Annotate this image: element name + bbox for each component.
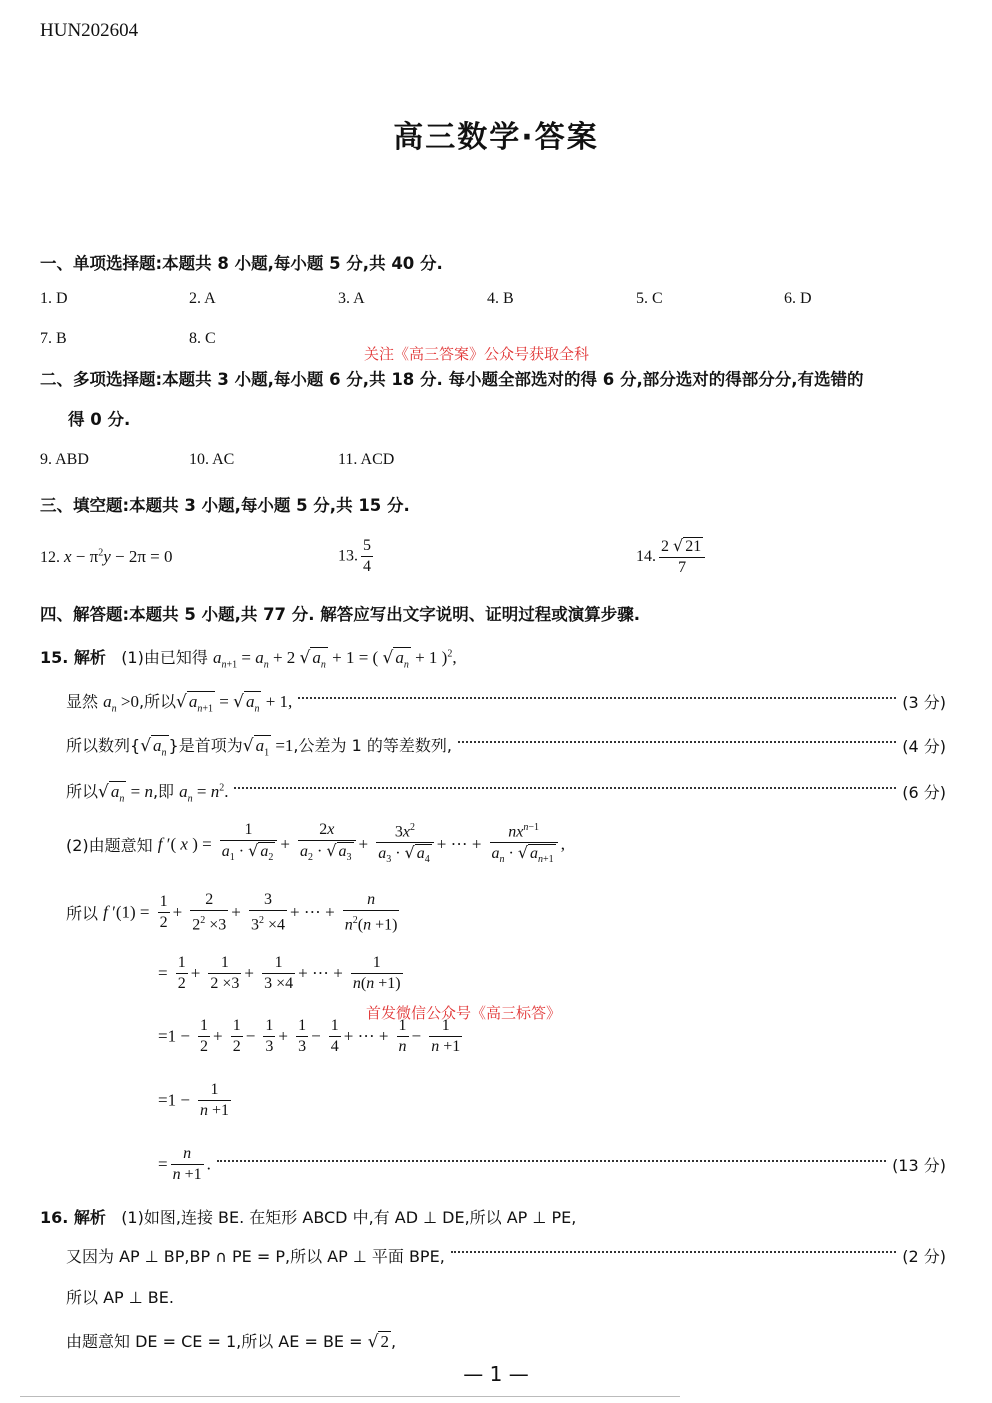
- q15-line3-a: 所以数列{: [66, 736, 141, 755]
- section4-heading: 四、解答题:本题共 5 小题,共 77 分. 解答应写出文字说明、证明过程或演算步骤.: [40, 605, 641, 624]
- answer-13: [338, 536, 376, 577]
- q16-score1: (2 分): [902, 1247, 946, 1266]
- answer-3: 3. A: [338, 290, 365, 307]
- answer-13-label: 13.: [338, 547, 358, 565]
- q15-score3: (6 分): [902, 783, 946, 803]
- q15-line1: [40, 645, 457, 670]
- q16-line2-text: 又因为 AP ⊥ BP,BP ∩ PE = P,所以 AP ⊥ 平面 BPE,: [66, 1247, 445, 1266]
- answer-4: 4. B: [487, 290, 514, 307]
- q15-line3-c: ,公差为 1 的等差数列,: [293, 736, 452, 755]
- q15-label: 15. 解析: [40, 648, 106, 667]
- q15-line6-a: 所以: [66, 904, 99, 924]
- answer-12-equation: $x - \pi^2y - 2\pi = 0$: [64, 547, 173, 566]
- q15-line4-b: ,即: [152, 782, 175, 801]
- q15-f1-line2: = $\frac{1}{2}$ + $\frac{1}{2 \times 3}$ + $\frac{1}{3 \times 4}$ + ··· + $\frac{1}{n(n +1)}$: [158, 954, 401, 992]
- sqrt-icon: √: [367, 1332, 379, 1352]
- q15-line2-mid: ,所以: [138, 692, 177, 711]
- section2-heading: [40, 360, 952, 440]
- page-title: 高三数学·答案: [393, 120, 599, 155]
- answer-13-denominator: 4: [363, 558, 371, 575]
- section1-heading: 一、单项选择题:本题共 8 小题,每小题 5 分,共 40 分.: [40, 254, 443, 273]
- q15-recurrence: $a_{n+1} = a_n + 2$ √ $a_n + 1$ = ( √ $a_n + 1$ )$^2$,: [212, 648, 457, 671]
- section2-heading-line1: 二、多项选择题:本题共 3 小题,每小题 6 分,共 18 分. 每小题全部选对的得 6 分,部分选对的得部分分,有选错的: [40, 370, 864, 389]
- answer-13-fraction: [361, 536, 373, 577]
- answer-11: 11. ACD: [338, 451, 395, 468]
- dot-leader: [298, 697, 896, 699]
- q15-line2-text: 显然: [66, 692, 99, 711]
- q15-f1-line3: =1 − $\frac{1}{2}$ + $\frac{1}{2}$ − $\frac{1}{3}$ + $\frac{1}{3}$ − $\frac{1}{4}$ + ··· + $\frac{1}{n}$ − $\frac{1}{n +1}$: [158, 1017, 461, 1055]
- answer-10: 10. AC: [189, 451, 235, 468]
- q16-line4-a: 由题意知 DE = CE = 1,所以 AE = BE =: [66, 1332, 363, 1351]
- q16-line1: [40, 1205, 576, 1228]
- answer-12-label: 12.: [40, 549, 60, 566]
- q16-line4-end: ,: [390, 1332, 397, 1351]
- answer-6: 6. D: [784, 290, 812, 307]
- answer-14-coef: 2: [661, 538, 669, 555]
- q15-line3: 所以数列{√ $a_n$ }是首项为√ $a_1 =1$,公差为 1 的等差数列, (4 分): [66, 736, 946, 759]
- answer-8: 8. C: [189, 330, 216, 347]
- answer-14-label: 14.: [636, 548, 656, 565]
- section2-heading-line2: 得 0 分.: [68, 410, 131, 429]
- section3-heading: 三、填空题:本题共 3 小题,每小题 5 分,共 15 分.: [40, 496, 410, 515]
- dot-leader: [451, 1251, 896, 1253]
- answer-13-numerator: 5: [361, 536, 373, 557]
- doc-code: HUN202604: [40, 20, 139, 41]
- watermark-text: 关注《高三答案》公众号获取全科: [364, 345, 590, 363]
- q15-line2: 显然 $a_n >0$,所以√ $a_{n+1}$ = √ $a_n + 1$, (3 分): [66, 692, 946, 715]
- bottom-divider: [20, 1396, 680, 1397]
- q16-line3: 所以 AP ⊥ BE.: [66, 1288, 174, 1307]
- answer-14-radicand: 21: [685, 538, 702, 555]
- answer-14: [636, 536, 708, 578]
- q15-score2: (4 分): [902, 737, 946, 757]
- dot-leader: [458, 741, 896, 743]
- dot-leader: [234, 787, 896, 789]
- answer-2: 2. A: [189, 290, 216, 307]
- answer-1: 1. D: [40, 290, 68, 307]
- answer-5: 5. C: [636, 290, 663, 307]
- answer-7: 7. B: [40, 330, 67, 347]
- watermark-text: 首发微信公众号《高三标答》: [366, 1004, 562, 1022]
- q16-line2: [66, 1244, 946, 1267]
- answer-14-fraction: [659, 536, 705, 578]
- q15-f1-line5: = $\frac{n}{n +1}$ . (13 分): [158, 1145, 946, 1183]
- q15-f1-line4: =1 − $\frac{1}{n +1}$: [158, 1081, 230, 1119]
- q15-f1-line1: 所以 f ′(1) = $\frac{1}{2}$ + $\frac{2}{2^2 \times 3}$ + $\frac{3}{3^2 \times 4}$ + ··· + $\frac{n}{n^2(n +1)}$: [66, 891, 398, 934]
- q15-line4: 所以√ $a_n = n$,即 $a_n = n^2$. (6 分): [66, 782, 946, 805]
- q15-part2: (2)由题意知 f ′( x ) = $\frac{1}{a_1 \cdot √ a_2}$ + $\frac{2x}{a_2 \cdot √ a_3}$ + $\frac{3x^2}{a_3 \cdot √ a_4}$ + ··· + $\frac{nx^{n-1}}{a_n \cdot √ a_{n+1}}$ ,: [66, 818, 565, 871]
- q15-score1: (3 分): [902, 693, 946, 713]
- q16-line4-radicand: 2: [380, 1332, 389, 1351]
- q15-line3-b: }是首项为: [168, 736, 243, 755]
- sqrt-icon: √: [673, 536, 684, 555]
- q15-part1-intro: (1)由已知得: [121, 648, 208, 667]
- dot-leader: [217, 1160, 886, 1162]
- page-number: — 1 —: [463, 1362, 529, 1386]
- q16-label: 16. 解析: [40, 1208, 106, 1227]
- q16-line4: [66, 1329, 396, 1352]
- q15-line4-a: 所以: [66, 782, 99, 801]
- answer-9: 9. ABD: [40, 451, 89, 468]
- q15-score4: (13 分): [892, 1156, 946, 1175]
- q15-part2-intro: (2)由题意知: [66, 835, 153, 855]
- answer-12: [40, 547, 173, 567]
- q16-line1-text: (1)如图,连接 BE. 在矩形 ABCD 中,有 AD ⊥ DE,所以 AP ⊥ PE,: [121, 1208, 577, 1227]
- answer-14-denominator: 7: [678, 559, 687, 576]
